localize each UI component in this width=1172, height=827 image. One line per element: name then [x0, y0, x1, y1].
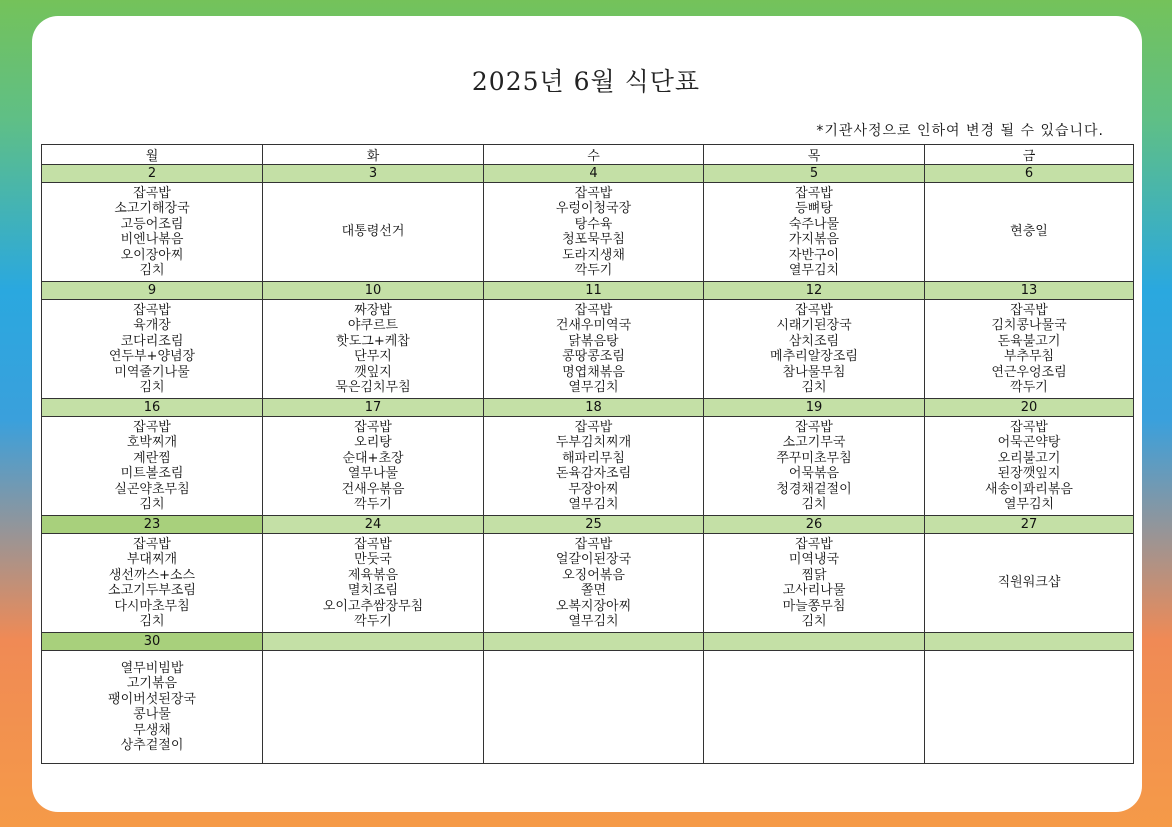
- change-notice: *기관사정으로 인하여 변경 될 수 있습니다.: [816, 123, 1104, 139]
- menu-cell: [484, 534, 704, 633]
- menu-cell: [704, 300, 925, 399]
- menu-item: 잡곡밥: [574, 536, 613, 552]
- menu-item: 오이장아찌: [120, 247, 184, 263]
- menu-item: 멸치조림: [347, 583, 399, 598]
- menu-row: [42, 183, 1134, 282]
- menu-item: 오리불고기: [997, 450, 1061, 466]
- date-cell: 3: [263, 165, 484, 183]
- date-cell: 30: [42, 633, 263, 651]
- menu-item: 오징어볶음: [562, 567, 625, 583]
- menu-item: 야쿠르트: [347, 318, 399, 333]
- menu-item: 계란찜: [133, 450, 171, 466]
- menu-item: 코다리조림: [120, 333, 184, 349]
- weekday-header: 월: [42, 145, 263, 165]
- menu-item: 김치콩나물국: [991, 318, 1067, 333]
- menu-item: 잡곡밥: [354, 419, 392, 435]
- menu-item: 소고기해장국: [114, 201, 190, 216]
- menu-item: 열무비빔밥: [120, 660, 184, 676]
- menu-item: 된장깻잎지: [997, 466, 1061, 481]
- menu-item: 다시마초무침: [114, 598, 190, 614]
- menu-row: [42, 300, 1134, 399]
- weekday-header: 수: [484, 145, 704, 165]
- menu-item: 고사리나물: [782, 583, 846, 598]
- menu-item: 오리탕: [354, 435, 392, 450]
- menu-item: 부추무침: [1003, 349, 1055, 364]
- menu-item: 오이고추쌈장무침: [322, 598, 424, 614]
- menu-item: 고등어조림: [120, 216, 184, 232]
- menu-item: 삼치조림: [788, 333, 840, 349]
- menu-item: 청포묵무침: [562, 232, 625, 247]
- menu-cell: [263, 417, 484, 516]
- menu-item: 우렁이청국장: [555, 201, 632, 216]
- menu-item: 김치: [801, 497, 827, 512]
- menu-item: 도라지생채: [562, 247, 625, 263]
- menu-item: 김치: [139, 497, 165, 512]
- menu-item: 비엔나볶음: [120, 232, 184, 247]
- menu-item: 두부김치찌개: [555, 435, 632, 450]
- menu-item: 잡곡밥: [574, 185, 613, 201]
- menu-cell: [704, 651, 925, 764]
- date-cell: 16: [42, 399, 263, 417]
- menu-item: 건새우미역국: [555, 318, 632, 333]
- menu-cell: [263, 651, 484, 764]
- page-title: 2025년 6월 식단표: [471, 67, 701, 96]
- day-note: 직원워크샵: [997, 575, 1061, 591]
- date-cell: 2: [42, 165, 263, 183]
- menu-item: 콩땅콩조림: [562, 349, 625, 364]
- menu-item: 청경채겉절이: [776, 481, 852, 497]
- weekday-header: 목: [704, 145, 925, 165]
- menu-item: 미트볼조림: [120, 466, 184, 481]
- menu-item: 부대찌개: [126, 552, 178, 567]
- day-note: 대통령선거: [341, 224, 405, 240]
- menu-item: 제육볶음: [347, 567, 399, 583]
- menu-item: 메추리알장조림: [770, 349, 858, 364]
- date-cell: 4: [484, 165, 704, 183]
- menu-row: [42, 534, 1134, 633]
- menu-item: 짜장밥: [354, 302, 392, 318]
- date-cell: 10: [263, 282, 484, 300]
- menu-cell: [263, 534, 484, 633]
- menu-item: 가지볶음: [788, 232, 840, 247]
- date-row: [42, 282, 1134, 300]
- menu-item: 어묵볶음: [788, 466, 840, 481]
- menu-item: 김치: [139, 614, 165, 629]
- date-cell: 5: [704, 165, 925, 183]
- menu-item: 등뼈탕: [795, 201, 833, 216]
- menu-item: 건새우볶음: [341, 481, 405, 497]
- menu-item: 참나물무침: [782, 364, 846, 380]
- date-row: [42, 165, 1134, 183]
- menu-item: 김치: [139, 380, 165, 395]
- menu-item: 김치: [801, 614, 827, 629]
- menu-item: 깍두기: [354, 614, 392, 629]
- date-cell: 25: [484, 516, 704, 534]
- menu-item: 연근우엉조림: [991, 364, 1067, 380]
- date-cell: 18: [484, 399, 704, 417]
- menu-item: 잡곡밥: [795, 536, 833, 552]
- menu-cell: [484, 300, 704, 399]
- menu-item: 김치: [801, 380, 827, 395]
- menu-item: 열무김치: [788, 263, 840, 278]
- menu-item: 깻잎지: [354, 364, 392, 380]
- menu-item: 실곤약초무침: [114, 481, 190, 497]
- menu-cell: [925, 300, 1134, 399]
- menu-item: 열무김치: [568, 497, 619, 512]
- date-cell: 9: [42, 282, 263, 300]
- menu-item: 잡곡밥: [133, 536, 171, 552]
- menu-item: 김치: [139, 263, 165, 278]
- menu-item: 핫도그+케찹: [336, 333, 410, 349]
- menu-item: 숙주나물: [788, 216, 840, 232]
- menu-item: 잡곡밥: [574, 419, 613, 435]
- menu-cell: [925, 183, 1134, 282]
- menu-item: 열무김치: [568, 380, 619, 395]
- menu-item: 생선까스+소스: [108, 567, 196, 583]
- menu-item: 탕수육: [574, 216, 613, 232]
- menu-item: 오복지장아찌: [555, 598, 632, 614]
- menu-cell: [42, 534, 263, 633]
- menu-item: 깍두기: [574, 263, 613, 278]
- date-row: [42, 399, 1134, 417]
- menu-cell: [704, 534, 925, 633]
- menu-cell: [42, 417, 263, 516]
- weekday-header-row: [42, 145, 1134, 165]
- menu-item: 만둣국: [354, 552, 392, 567]
- menu-row: [42, 417, 1134, 516]
- menu-item: 소고기두부조림: [108, 583, 196, 598]
- meal-plan-table: [41, 144, 1134, 764]
- day-note: 현충일: [1010, 224, 1048, 240]
- menu-item: 해파리무침: [562, 450, 625, 466]
- date-cell: 13: [925, 282, 1134, 300]
- menu-item: 잡곡밥: [1010, 419, 1048, 435]
- menu-item: 시래기된장국: [776, 318, 852, 333]
- date-cell: [484, 633, 704, 651]
- menu-item: 닭볶음탕: [568, 333, 619, 349]
- menu-item: 고기볶음: [126, 676, 178, 691]
- date-cell: [704, 633, 925, 651]
- menu-item: 무생채: [133, 722, 171, 738]
- menu-item: 열무김치: [1003, 497, 1055, 512]
- menu-item: 잡곡밥: [795, 185, 833, 201]
- date-cell: 19: [704, 399, 925, 417]
- menu-cell: [704, 417, 925, 516]
- menu-item: 깍두기: [1010, 380, 1048, 395]
- weekday-header: 금: [925, 145, 1134, 165]
- date-cell: [925, 633, 1134, 651]
- menu-item: 미역줄기나물: [114, 364, 190, 380]
- menu-item: 열무김치: [568, 614, 619, 629]
- menu-item: 잡곡밥: [354, 536, 392, 552]
- date-cell: [263, 633, 484, 651]
- menu-item: 돈육감자조림: [555, 466, 632, 481]
- menu-cell: [925, 534, 1134, 633]
- menu-cell: [925, 651, 1134, 764]
- menu-cell: [484, 417, 704, 516]
- menu-item: 소고기무국: [782, 435, 846, 450]
- menu-item: 돈육불고기: [997, 333, 1061, 349]
- menu-item: 얼갈이된장국: [555, 552, 632, 567]
- date-cell: 24: [263, 516, 484, 534]
- menu-item: 잡곡밥: [1010, 302, 1048, 318]
- menu-cell: [704, 183, 925, 282]
- menu-item: 호박찌개: [126, 435, 178, 450]
- menu-item: 잡곡밥: [133, 185, 171, 201]
- menu-item: 열무나물: [347, 466, 399, 481]
- date-row: [42, 633, 1134, 651]
- menu-cell: [484, 183, 704, 282]
- menu-item: 잡곡밥: [574, 302, 613, 318]
- date-row: [42, 516, 1134, 534]
- menu-item: 상추겉절이: [120, 738, 184, 753]
- menu-item: 연두부+양념장: [108, 349, 196, 364]
- menu-item: 새송이꽈리볶음: [985, 481, 1073, 497]
- menu-row: [42, 651, 1134, 764]
- menu-item: 자반구이: [788, 247, 840, 263]
- menu-item: 무장아찌: [568, 481, 619, 497]
- menu-item: 순대+초장: [342, 450, 404, 466]
- menu-cell: [42, 300, 263, 399]
- menu-item: 잡곡밥: [795, 419, 833, 435]
- date-cell: 11: [484, 282, 704, 300]
- menu-item: 단무지: [354, 349, 392, 364]
- date-cell: 23: [42, 516, 263, 534]
- menu-item: 어묵곤약탕: [997, 435, 1061, 450]
- menu-cell: [42, 651, 263, 764]
- menu-item: 잡곡밥: [133, 302, 171, 318]
- date-cell: 6: [925, 165, 1134, 183]
- date-cell: 26: [704, 516, 925, 534]
- menu-item: 미역냉국: [788, 552, 840, 567]
- menu-item: 쭈꾸미초무침: [776, 450, 852, 466]
- menu-cell: [42, 183, 263, 282]
- date-cell: 12: [704, 282, 925, 300]
- menu-item: 팽이버섯된장국: [108, 691, 196, 707]
- date-cell: 17: [263, 399, 484, 417]
- menu-cell: [484, 651, 704, 764]
- menu-item: 콩나물: [133, 707, 171, 722]
- menu-item: 쫄면: [580, 583, 607, 598]
- menu-item: 묵은김치무침: [335, 380, 411, 395]
- menu-item: 찜닭: [801, 567, 827, 583]
- menu-cell: [263, 183, 484, 282]
- menu-cell: [263, 300, 484, 399]
- weekday-header: 화: [263, 145, 484, 165]
- menu-item: 잡곡밥: [795, 302, 833, 318]
- menu-item: 깍두기: [354, 497, 392, 512]
- menu-item: 마늘쫑무침: [782, 598, 846, 614]
- menu-item: 잡곡밥: [133, 419, 171, 435]
- date-cell: 20: [925, 399, 1134, 417]
- menu-item: 육개장: [133, 318, 171, 333]
- menu-cell: [925, 417, 1134, 516]
- menu-item: 명엽채볶음: [562, 364, 625, 380]
- date-cell: 27: [925, 516, 1134, 534]
